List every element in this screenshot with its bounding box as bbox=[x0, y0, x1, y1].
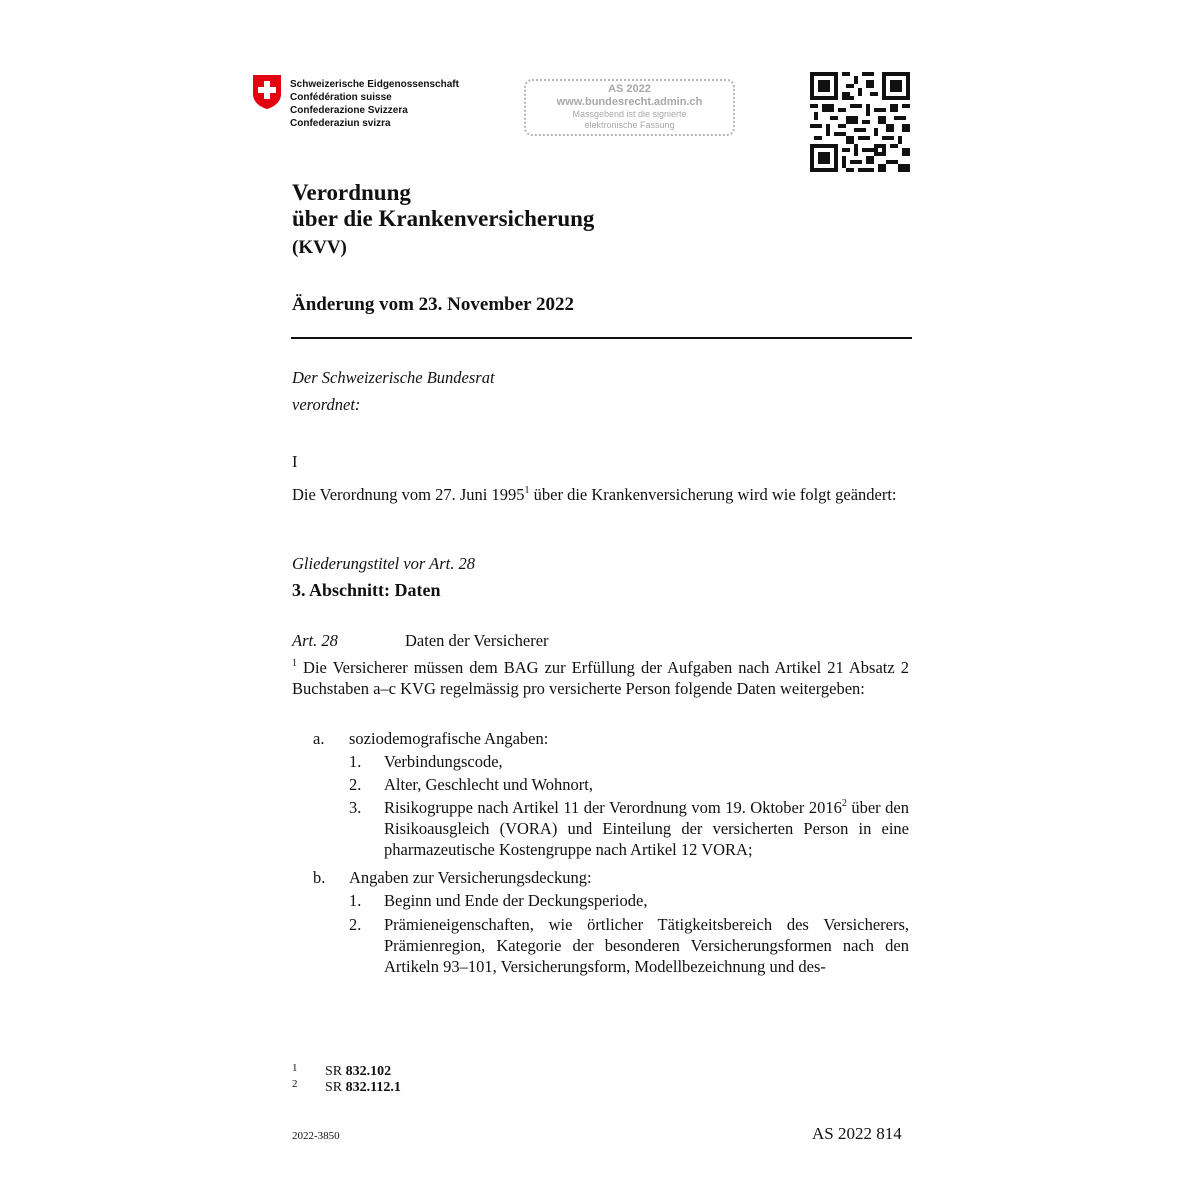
swiss-cross-icon bbox=[252, 74, 282, 110]
footnote-2-text bbox=[325, 1080, 401, 1096]
footnote-ref-2: 2 bbox=[841, 798, 847, 809]
publication-stamp bbox=[524, 79, 735, 136]
paragraph-number: 1 bbox=[292, 658, 297, 669]
stamp-line-1: AS 2022 bbox=[608, 83, 651, 95]
item-b2-text: Prämieneigenschaften, wie örtlicher Tätigkeitsbereich des Versicherers, Prämienregion, Kategorie der besonderen Versicherungsformen nach den Artikeln 93–101, Versicherungsform, Modellbezeichnung und des- bbox=[384, 915, 909, 976]
official-collection-number: AS 2022 814 bbox=[812, 1124, 902, 1143]
confederation-names bbox=[290, 78, 459, 130]
section-heading: 3. Abschnitt: Daten bbox=[292, 580, 441, 600]
item-a1-text: Verbindungscode, bbox=[384, 752, 503, 771]
confederation-name-de: Schweizerische Eidgenossenschaft bbox=[290, 79, 459, 90]
article-number: Art. 28 bbox=[292, 631, 338, 650]
item-a3-after: über den Risikoausgleich (VORA) und Einteilung der versicherten Person in eine pharmazeutische Kostengruppe nach Artikel 12 VORA; bbox=[384, 798, 909, 859]
change-date: Änderung vom 23. November 2022 bbox=[292, 294, 575, 315]
item-b1-text: Beginn und Ende der Deckungsperiode, bbox=[384, 891, 648, 910]
footnote-2-prefix: SR bbox=[325, 1080, 346, 1095]
stamp-line-2: www.bundesrecht.admin.ch bbox=[556, 96, 703, 108]
item-a1-num: 1. bbox=[349, 752, 362, 771]
item-b1-num: 1. bbox=[349, 891, 362, 910]
intro-text-before: Die Verordnung vom 27. Juni 1995 bbox=[292, 485, 525, 504]
intro-paragraph bbox=[292, 484, 909, 505]
footnote-2-ref: 832.112.1 bbox=[345, 1080, 401, 1095]
qr-code-icon bbox=[810, 72, 910, 172]
item-a3-text bbox=[384, 797, 909, 860]
footnote-1-text bbox=[325, 1064, 391, 1080]
document-title bbox=[292, 180, 594, 232]
item-a3-before: Risikogruppe nach Artikel 11 der Verordnung vom 19. Oktober 2016 bbox=[384, 798, 842, 817]
article-heading: Daten der Versicherer bbox=[405, 631, 549, 650]
title-divider bbox=[291, 337, 912, 339]
title-abbreviation: (KVV) bbox=[292, 237, 347, 258]
footnote-1-num: 1 bbox=[292, 1062, 298, 1074]
intro-text-after: über die Krankenversicherung wird wie folgt geändert: bbox=[529, 485, 897, 504]
item-b-text: Angaben zur Versicherungsdeckung: bbox=[349, 868, 592, 887]
stamp-line-3: Massgebend ist die signierte bbox=[572, 109, 687, 119]
footnote-ref-1: 1 bbox=[524, 485, 530, 496]
item-b-label: b. bbox=[313, 868, 326, 887]
preamble-line-1: Der Schweizerische Bundesrat bbox=[292, 368, 495, 387]
confederation-name-it: Confederazione Svizzera bbox=[290, 105, 408, 116]
preamble-line-2: verordnet: bbox=[292, 395, 361, 414]
item-a3-num: 3. bbox=[349, 798, 362, 817]
confederation-name-rm: Confederaziun svizra bbox=[290, 118, 391, 129]
document-number: 2022-3850 bbox=[292, 1130, 340, 1142]
item-b2-num: 2. bbox=[349, 915, 362, 934]
part-number: I bbox=[292, 452, 298, 471]
item-a-label: a. bbox=[313, 729, 325, 748]
paragraph-1-text: Die Versicherer müssen dem BAG zur Erfüllung der Aufgaben nach Artikel 21 Absatz 2 Buchstaben a–c KVG regelmässig pro versicherte Person folgende Daten weitergeben: bbox=[292, 658, 909, 698]
article-paragraph-1 bbox=[292, 657, 909, 699]
confederation-name-fr: Confédération suisse bbox=[290, 92, 392, 103]
footnote-2-num: 2 bbox=[292, 1078, 298, 1090]
footnote-1-prefix: SR bbox=[325, 1064, 346, 1079]
footnote-1-ref: 832.102 bbox=[345, 1064, 392, 1079]
structure-title: Gliederungstitel vor Art. 28 bbox=[292, 554, 476, 573]
title-line-1: Verordnung bbox=[292, 180, 411, 205]
item-a2-text: Alter, Geschlecht und Wohnort, bbox=[384, 775, 593, 794]
stamp-line-4: elektronische Fassung bbox=[584, 120, 675, 130]
item-a-text: soziodemografische Angaben: bbox=[349, 729, 549, 748]
item-a2-num: 2. bbox=[349, 775, 362, 794]
title-line-2: über die Krankenversicherung bbox=[292, 206, 595, 231]
